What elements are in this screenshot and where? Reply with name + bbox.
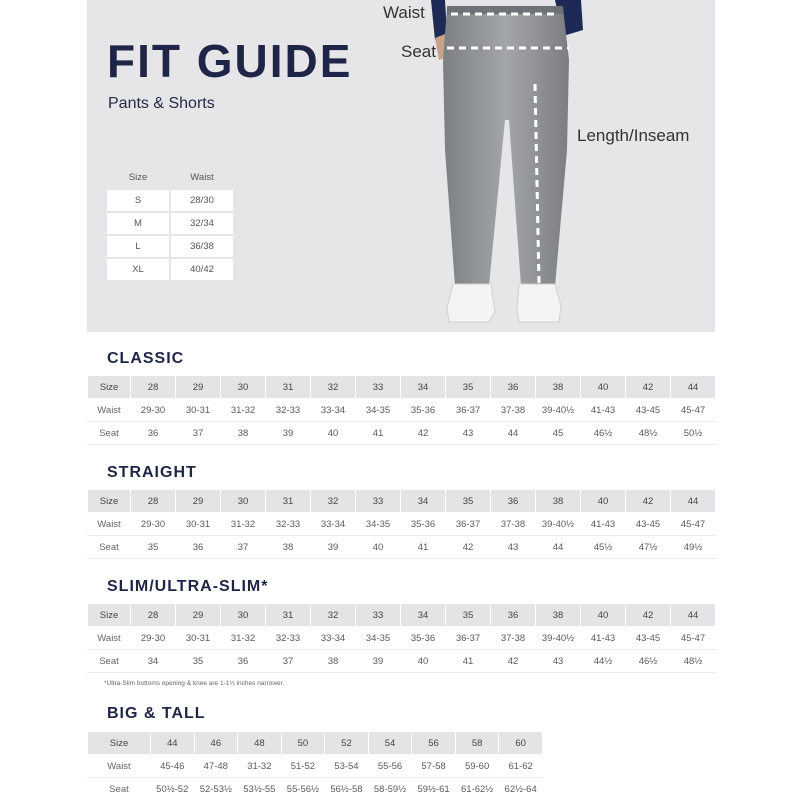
table-cell: 46 xyxy=(194,732,238,755)
table-cell: 35 xyxy=(176,650,221,673)
table-cell: 56½-58 xyxy=(325,778,369,800)
table-cell: 37 xyxy=(221,536,266,559)
table-cell: 32 xyxy=(311,376,356,399)
table-cell: 38 xyxy=(536,604,581,627)
table-cell: 40 xyxy=(356,536,401,559)
table-cell: 40 xyxy=(581,604,626,627)
table-cell: 54 xyxy=(368,732,412,755)
table-cell: 40 xyxy=(581,376,626,399)
row-label: Waist xyxy=(88,399,131,422)
table-cell: 30-31 xyxy=(176,399,221,422)
table-cell: 51-52 xyxy=(281,755,325,778)
table-cell: 48½ xyxy=(626,422,671,445)
table-cell: 36 xyxy=(176,536,221,559)
row-label: Size xyxy=(88,376,131,399)
mini-table-row xyxy=(106,212,234,235)
table-cell: 33-34 xyxy=(311,399,356,422)
table-cell: 58-59½ xyxy=(368,778,412,800)
table-cell: 57-58 xyxy=(412,755,456,778)
table-cell: 48½ xyxy=(671,650,716,673)
table-cell: 39-40½ xyxy=(536,513,581,536)
mini-cell: 32/34 xyxy=(170,212,234,235)
table-cell: 40 xyxy=(581,490,626,513)
table-cell: 46½ xyxy=(626,650,671,673)
table-cell: 30-31 xyxy=(176,513,221,536)
mini-table-row xyxy=(106,258,234,281)
table-cell: 31-32 xyxy=(238,755,282,778)
table-cell: 49½ xyxy=(671,536,716,559)
mini-cell: XL xyxy=(106,258,170,281)
table-cell: 33 xyxy=(356,604,401,627)
table-cell: 34-35 xyxy=(356,513,401,536)
table-cell: 41 xyxy=(446,650,491,673)
table-cell: 40 xyxy=(401,650,446,673)
table-cell: 44 xyxy=(671,376,716,399)
slim-section-title: SLIM/ULTRA-SLIM* xyxy=(107,578,269,595)
table-cell: 35 xyxy=(446,604,491,627)
table-cell: 31-32 xyxy=(221,399,266,422)
table-cell: 30 xyxy=(221,490,266,513)
seat-row xyxy=(88,536,716,559)
mini-table-header xyxy=(106,166,234,189)
table-cell: 36 xyxy=(491,604,536,627)
table-cell: 53½-55 xyxy=(238,778,282,800)
general-size-table xyxy=(105,166,235,282)
table-cell: 58 xyxy=(455,732,499,755)
table-cell: 45-47 xyxy=(671,513,716,536)
row-label: Waist xyxy=(88,755,151,778)
table-cell: 45-47 xyxy=(671,627,716,650)
row-label: Size xyxy=(88,490,131,513)
mini-cell: 36/38 xyxy=(170,235,234,258)
table-cell: 44 xyxy=(671,604,716,627)
seat-row xyxy=(88,422,716,445)
table-cell: 36 xyxy=(491,376,536,399)
slim-footnote: *Ultra-Slim bottoms opening & knee are 1-1½ inches narrower. xyxy=(104,680,285,687)
mini-table-row xyxy=(106,235,234,258)
table-cell: 29-30 xyxy=(131,513,176,536)
table-cell: 33-34 xyxy=(311,627,356,650)
table-cell: 32 xyxy=(311,604,356,627)
table-cell: 42 xyxy=(626,490,671,513)
table-cell: 30 xyxy=(221,376,266,399)
table-cell: 35 xyxy=(446,376,491,399)
table-cell: 33 xyxy=(356,376,401,399)
table-cell: 34-35 xyxy=(356,627,401,650)
classic-section-title: CLASSIC xyxy=(107,350,185,367)
length-inseam-label: Length/Inseam xyxy=(577,126,690,145)
table-cell: 56 xyxy=(412,732,456,755)
mini-table-row xyxy=(106,189,234,212)
size-header-row xyxy=(88,732,543,755)
row-label: Size xyxy=(88,732,151,755)
table-cell: 42 xyxy=(626,376,671,399)
mini-header-size: Size xyxy=(106,166,170,189)
waist-row xyxy=(88,755,543,778)
page-subtitle: Pants & Shorts xyxy=(108,95,215,112)
table-cell: 41-43 xyxy=(581,399,626,422)
table-cell: 36 xyxy=(491,490,536,513)
table-cell: 62½-64 xyxy=(499,778,543,800)
table-cell: 50½-52 xyxy=(151,778,195,800)
right-shoe-shape xyxy=(517,284,561,322)
table-cell: 38 xyxy=(266,536,311,559)
left-shoe-shape xyxy=(447,284,495,322)
table-cell: 38 xyxy=(536,490,581,513)
table-cell: 50½ xyxy=(671,422,716,445)
table-cell: 34 xyxy=(401,490,446,513)
table-cell: 39-40½ xyxy=(536,627,581,650)
waist-label: Waist xyxy=(383,3,425,22)
table-cell: 42 xyxy=(626,604,671,627)
table-cell: 36-37 xyxy=(446,399,491,422)
waist-row xyxy=(88,513,716,536)
table-cell: 31 xyxy=(266,376,311,399)
table-cell: 39 xyxy=(356,650,401,673)
table-cell: 30-31 xyxy=(176,627,221,650)
table-cell: 44 xyxy=(671,490,716,513)
table-cell: 33 xyxy=(356,490,401,513)
seat-label: Seat xyxy=(401,42,436,61)
left-sleeve-shape xyxy=(431,0,447,40)
table-cell: 39 xyxy=(311,536,356,559)
table-cell: 34 xyxy=(401,604,446,627)
big-tall-section-title: BIG & TALL xyxy=(107,705,206,722)
table-cell: 31 xyxy=(266,604,311,627)
table-cell: 45½ xyxy=(581,536,626,559)
table-cell: 43 xyxy=(536,650,581,673)
waist-row xyxy=(88,627,716,650)
table-cell: 50 xyxy=(281,732,325,755)
table-cell: 47½ xyxy=(626,536,671,559)
fit-guide-hero xyxy=(87,0,715,332)
row-label: Waist xyxy=(88,513,131,536)
table-cell: 40 xyxy=(311,422,356,445)
waist-row xyxy=(88,399,716,422)
table-cell: 41 xyxy=(356,422,401,445)
table-cell: 43-45 xyxy=(626,399,671,422)
table-cell: 41-43 xyxy=(581,627,626,650)
table-cell: 41-43 xyxy=(581,513,626,536)
table-cell: 28 xyxy=(131,376,176,399)
table-cell: 45-47 xyxy=(671,399,716,422)
table-cell: 44 xyxy=(151,732,195,755)
mini-cell: 28/30 xyxy=(170,189,234,212)
table-cell: 43-45 xyxy=(626,627,671,650)
table-cell: 35-36 xyxy=(401,513,446,536)
table-cell: 52 xyxy=(325,732,369,755)
seat-row xyxy=(88,650,716,673)
table-cell: 35 xyxy=(131,536,176,559)
row-label: Waist xyxy=(88,627,131,650)
table-cell: 41 xyxy=(401,536,446,559)
table-cell: 61-62½ xyxy=(455,778,499,800)
row-label: Size xyxy=(88,604,131,627)
table-cell: 34-35 xyxy=(356,399,401,422)
table-cell: 31-32 xyxy=(221,627,266,650)
table-cell: 31 xyxy=(266,490,311,513)
table-cell: 32 xyxy=(311,490,356,513)
table-cell: 29 xyxy=(176,490,221,513)
table-cell: 43 xyxy=(446,422,491,445)
slim-size-table xyxy=(87,603,716,673)
mini-header-waist: Waist xyxy=(170,166,234,189)
table-cell: 48 xyxy=(238,732,282,755)
table-cell: 59-60 xyxy=(455,755,499,778)
table-cell: 42 xyxy=(401,422,446,445)
table-cell: 34 xyxy=(401,376,446,399)
table-cell: 32-33 xyxy=(266,627,311,650)
table-cell: 28 xyxy=(131,490,176,513)
table-cell: 32-33 xyxy=(266,399,311,422)
table-cell: 38 xyxy=(221,422,266,445)
table-cell: 44 xyxy=(491,422,536,445)
mini-cell: M xyxy=(106,212,170,235)
size-header-row xyxy=(88,490,716,513)
straight-size-table xyxy=(87,489,716,559)
table-cell: 36-37 xyxy=(446,513,491,536)
table-cell: 29-30 xyxy=(131,627,176,650)
straight-section-title: STRAIGHT xyxy=(107,464,197,481)
table-cell: 37-38 xyxy=(491,627,536,650)
table-cell: 45 xyxy=(536,422,581,445)
table-cell: 60 xyxy=(499,732,543,755)
table-cell: 36-37 xyxy=(446,627,491,650)
table-cell: 35-36 xyxy=(401,627,446,650)
table-cell: 36 xyxy=(131,422,176,445)
table-cell: 44 xyxy=(536,536,581,559)
table-cell: 32-33 xyxy=(266,513,311,536)
row-label: Seat xyxy=(88,536,131,559)
table-cell: 29-30 xyxy=(131,399,176,422)
table-cell: 36 xyxy=(221,650,266,673)
table-cell: 46½ xyxy=(581,422,626,445)
table-cell: 33-34 xyxy=(311,513,356,536)
classic-size-table xyxy=(87,375,716,445)
table-cell: 38 xyxy=(536,376,581,399)
table-cell: 59½-61 xyxy=(412,778,456,800)
table-cell: 29 xyxy=(176,604,221,627)
table-cell: 42 xyxy=(446,536,491,559)
table-cell: 53-54 xyxy=(325,755,369,778)
table-cell: 31-32 xyxy=(221,513,266,536)
table-cell: 37-38 xyxy=(491,513,536,536)
table-cell: 42 xyxy=(491,650,536,673)
pants-shape xyxy=(443,8,569,286)
table-cell: 35 xyxy=(446,490,491,513)
table-cell: 55-56 xyxy=(368,755,412,778)
table-cell: 43-45 xyxy=(626,513,671,536)
table-cell: 35-36 xyxy=(401,399,446,422)
table-cell: 47-48 xyxy=(194,755,238,778)
table-cell: 39 xyxy=(266,422,311,445)
table-cell: 61-62 xyxy=(499,755,543,778)
table-cell: 43 xyxy=(491,536,536,559)
table-cell: 34 xyxy=(131,650,176,673)
seat-row xyxy=(88,778,543,800)
big-tall-size-table xyxy=(87,731,543,800)
size-header-row xyxy=(88,376,716,399)
table-cell: 37 xyxy=(266,650,311,673)
table-cell: 44½ xyxy=(581,650,626,673)
size-header-row xyxy=(88,604,716,627)
table-cell: 38 xyxy=(311,650,356,673)
table-cell: 52-53½ xyxy=(194,778,238,800)
mini-cell: L xyxy=(106,235,170,258)
table-cell: 29 xyxy=(176,376,221,399)
table-cell: 28 xyxy=(131,604,176,627)
row-label: Seat xyxy=(88,778,151,800)
table-cell: 55-56½ xyxy=(281,778,325,800)
table-cell: 39-40½ xyxy=(536,399,581,422)
table-cell: 45-46 xyxy=(151,755,195,778)
row-label: Seat xyxy=(88,650,131,673)
mini-cell: S xyxy=(106,189,170,212)
page-title: FIT GUIDE xyxy=(107,35,353,87)
row-label: Seat xyxy=(88,422,131,445)
table-cell: 37 xyxy=(176,422,221,445)
table-cell: 30 xyxy=(221,604,266,627)
table-cell: 37-38 xyxy=(491,399,536,422)
mini-cell: 40/42 xyxy=(170,258,234,281)
